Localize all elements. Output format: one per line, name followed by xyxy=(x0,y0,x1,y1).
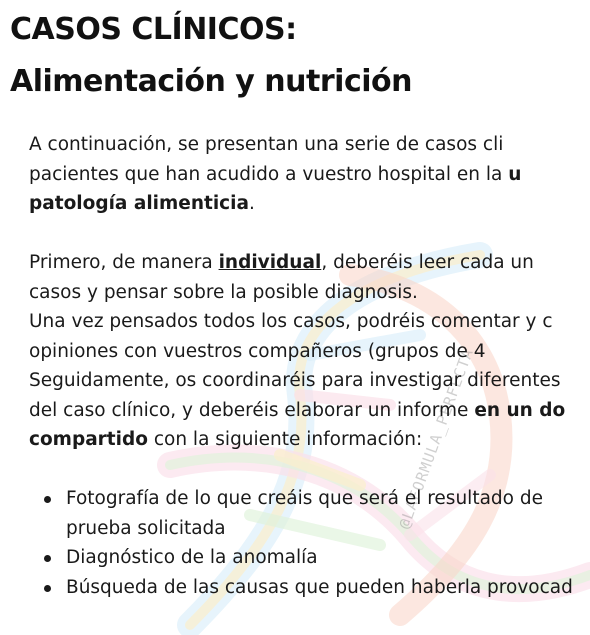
list-item-line-1: Búsqueda de las causas que pueden haberla provocad xyxy=(66,576,573,598)
list-item-line-1: Diagnóstico de la anomalía xyxy=(66,547,318,568)
para2-line-3: Una vez pensados todos los casos, podréis comentar y c xyxy=(29,311,553,332)
intro-line-1: A continuación, se presentan una serie de casos cli xyxy=(29,134,504,155)
para2-line-4: opiniones con vuestros compañeros (grupos de 4 xyxy=(29,340,486,362)
requirements-list xyxy=(29,484,590,602)
title-line-2: Alimentación y nutrición xyxy=(10,64,412,99)
watermark-handle: @LAFORMULA_PERFECTA xyxy=(395,345,478,532)
list-item xyxy=(29,573,590,603)
para2-line-1 xyxy=(29,248,590,278)
paragraph-gap xyxy=(29,219,590,249)
title-line-1: CASOS CLÍNICOS: xyxy=(10,12,297,47)
individual-emphasis: individual xyxy=(218,252,322,273)
para2-line-7-b: con la siguiente información: xyxy=(147,429,423,450)
list-item xyxy=(29,543,590,573)
list-item-line-1: Fotografía de lo que creáis que será el resultado de xyxy=(66,488,543,509)
paragraph-gap xyxy=(29,455,590,485)
intro-line-3-end: . xyxy=(248,193,255,214)
intro-line-2 xyxy=(29,160,590,190)
para2-line-6-a: del caso clínico, y deberéis elaborar un informe xyxy=(29,399,475,421)
intro-line-2-bold: u xyxy=(508,163,522,185)
para2-line-5: Seguidamente, os coordinaréis para investigar diferentes xyxy=(29,370,561,391)
document-body xyxy=(29,130,590,602)
para2-line-2: casos y pensar sobre la posible diagnosis. xyxy=(29,281,418,303)
para2-line-6-bold: en un do xyxy=(474,399,566,421)
intro-bold-term: patología alimenticia xyxy=(29,193,249,214)
list-item-line-2: prueba solicitada xyxy=(66,517,226,539)
intro-line-2-text: pacientes que han acudido a vuestro hospital en la xyxy=(29,163,509,185)
para2-line-7 xyxy=(29,425,590,455)
list-item xyxy=(29,484,590,543)
para2-line-1-c: , deberéis leer cada un xyxy=(321,252,534,273)
compartido-bold: compartido xyxy=(29,429,148,450)
para2-line-6 xyxy=(29,396,590,426)
intro-line-3 xyxy=(29,189,590,219)
para2-line-1-a: Primero, de manera xyxy=(29,252,219,273)
